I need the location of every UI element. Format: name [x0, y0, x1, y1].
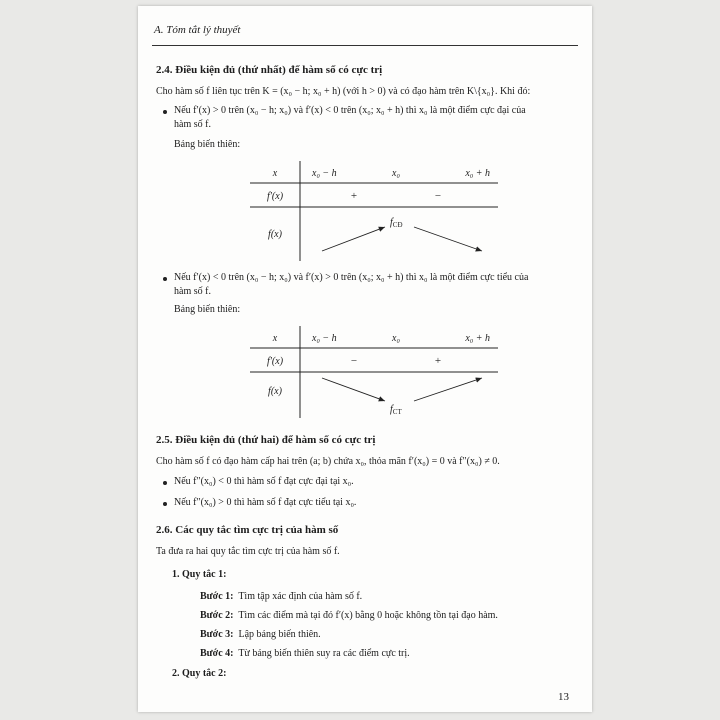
table-1-x-value-1: x₀ − h — [312, 168, 337, 179]
table-2-decrease-arrow — [322, 378, 385, 401]
variation-table-max — [250, 161, 500, 261]
bullet-2-line-1: Nếu f′(x) < 0 trên (x₀ − h; x₀) và f′(x) > 0 trên (x₀; x₀ + h) thì x₀ là một điểm cực tiểu của — [174, 272, 529, 283]
table-1-increase-arrow — [322, 227, 385, 251]
table-1-sign-2: − — [434, 190, 442, 202]
table-1-fprime-label: f′(x) — [266, 191, 284, 202]
bullet-2-line-2: hàm số f. — [174, 286, 211, 297]
table-1-decrease-arrow — [414, 227, 482, 251]
section-2-6-intro: Ta đưa ra hai quy tắc tìm cực trị của hàm số f. — [156, 546, 340, 557]
variation-table-min — [250, 326, 500, 418]
rule-1-title: 1. Quy tắc 1: — [172, 569, 227, 580]
table-2-extremum: $f_{CT}$ — [390, 404, 402, 416]
section-2-4-intro: Cho hàm số f liên tục trên K = (x₀ − h; x₀ + h) (với h > 0) và có đạo hàm trên K\{x₀}. Khi đó: — [156, 86, 531, 97]
running-header: A. Tóm tắt lý thuyết — [154, 24, 241, 36]
step-1: Bước 1: Tìm tập xác định của hàm số f. — [200, 591, 363, 602]
table-2-sign-2: + — [434, 355, 442, 367]
rule-2-title: 2. Quy tắc 2: — [172, 668, 227, 679]
bullet-1-line-2: hàm số f. — [174, 119, 211, 130]
table-2-x-value-3: x₀ + h — [465, 333, 490, 344]
table-1-x-value-3: x₀ + h — [465, 168, 490, 179]
bullet-1-line-1: Nếu f′(x) > 0 trên (x₀ − h; x₀) và f′(x) < 0 trên (x₀; x₀ + h) thì x₀ là một điểm cực đại của — [174, 105, 526, 116]
bullet-icon — [163, 481, 167, 485]
table-2-increase-arrow — [414, 378, 482, 401]
page-number: 13 — [558, 691, 569, 703]
bullet-icon — [163, 110, 167, 114]
table-2-x-value-2: x₀ — [392, 333, 400, 344]
table-1-x-label: x — [272, 168, 278, 179]
section-heading-2-5: 2.5. Điều kiện đủ (thứ hai) để hàm số có cực trị — [156, 434, 376, 446]
step-2: Bước 2: Tìm các điểm mà tại đó f′(x) bằng 0 hoặc không tồn tại đạo hàm. — [200, 610, 498, 621]
bullet-icon — [163, 277, 167, 281]
textbook-page — [138, 6, 592, 712]
table-2-x-label: x — [272, 333, 278, 344]
table-1-sign-1: + — [350, 190, 358, 202]
header-rule — [152, 45, 578, 46]
step-3: Bước 3: Lập bảng biến thiên. — [200, 629, 321, 640]
table-2-label: Bảng biến thiên: — [174, 304, 241, 315]
section-2-5-intro: Cho hàm số f có đạo hàm cấp hai trên (a; b) chứa x₀, thỏa mãn f′(x₀) = 0 và f″(x₀) ≠ 0. — [156, 456, 500, 467]
table-1-extremum: $f_{CĐ}$ — [390, 217, 403, 229]
table-1-x-value-2: x₀ — [392, 168, 400, 179]
table-2-f-label: f(x) — [268, 386, 282, 397]
bullet-icon — [163, 502, 167, 506]
table-1-f-label: f(x) — [268, 229, 282, 240]
section-2-5-bullet-1: Nếu f″(x₀) < 0 thì hàm số f đạt cực đại tại x₀. — [174, 476, 354, 487]
section-2-5-bullet-2: Nếu f″(x₀) > 0 thì hàm số f đạt cực tiểu tại x₀. — [174, 497, 357, 508]
step-4: Bước 4: Từ bảng biến thiên suy ra các điểm cực trị. — [200, 648, 410, 659]
table-2-fprime-label: f′(x) — [266, 356, 284, 367]
table-2-x-value-1: x₀ − h — [312, 333, 337, 344]
section-heading-2-4: 2.4. Điều kiện đủ (thứ nhất) để hàm số có cực trị — [156, 64, 383, 76]
table-1-label: Bảng biến thiên: — [174, 139, 241, 150]
section-heading-2-6: 2.6. Các quy tắc tìm cực trị của hàm số — [156, 524, 339, 536]
table-2-sign-1: − — [350, 355, 358, 367]
